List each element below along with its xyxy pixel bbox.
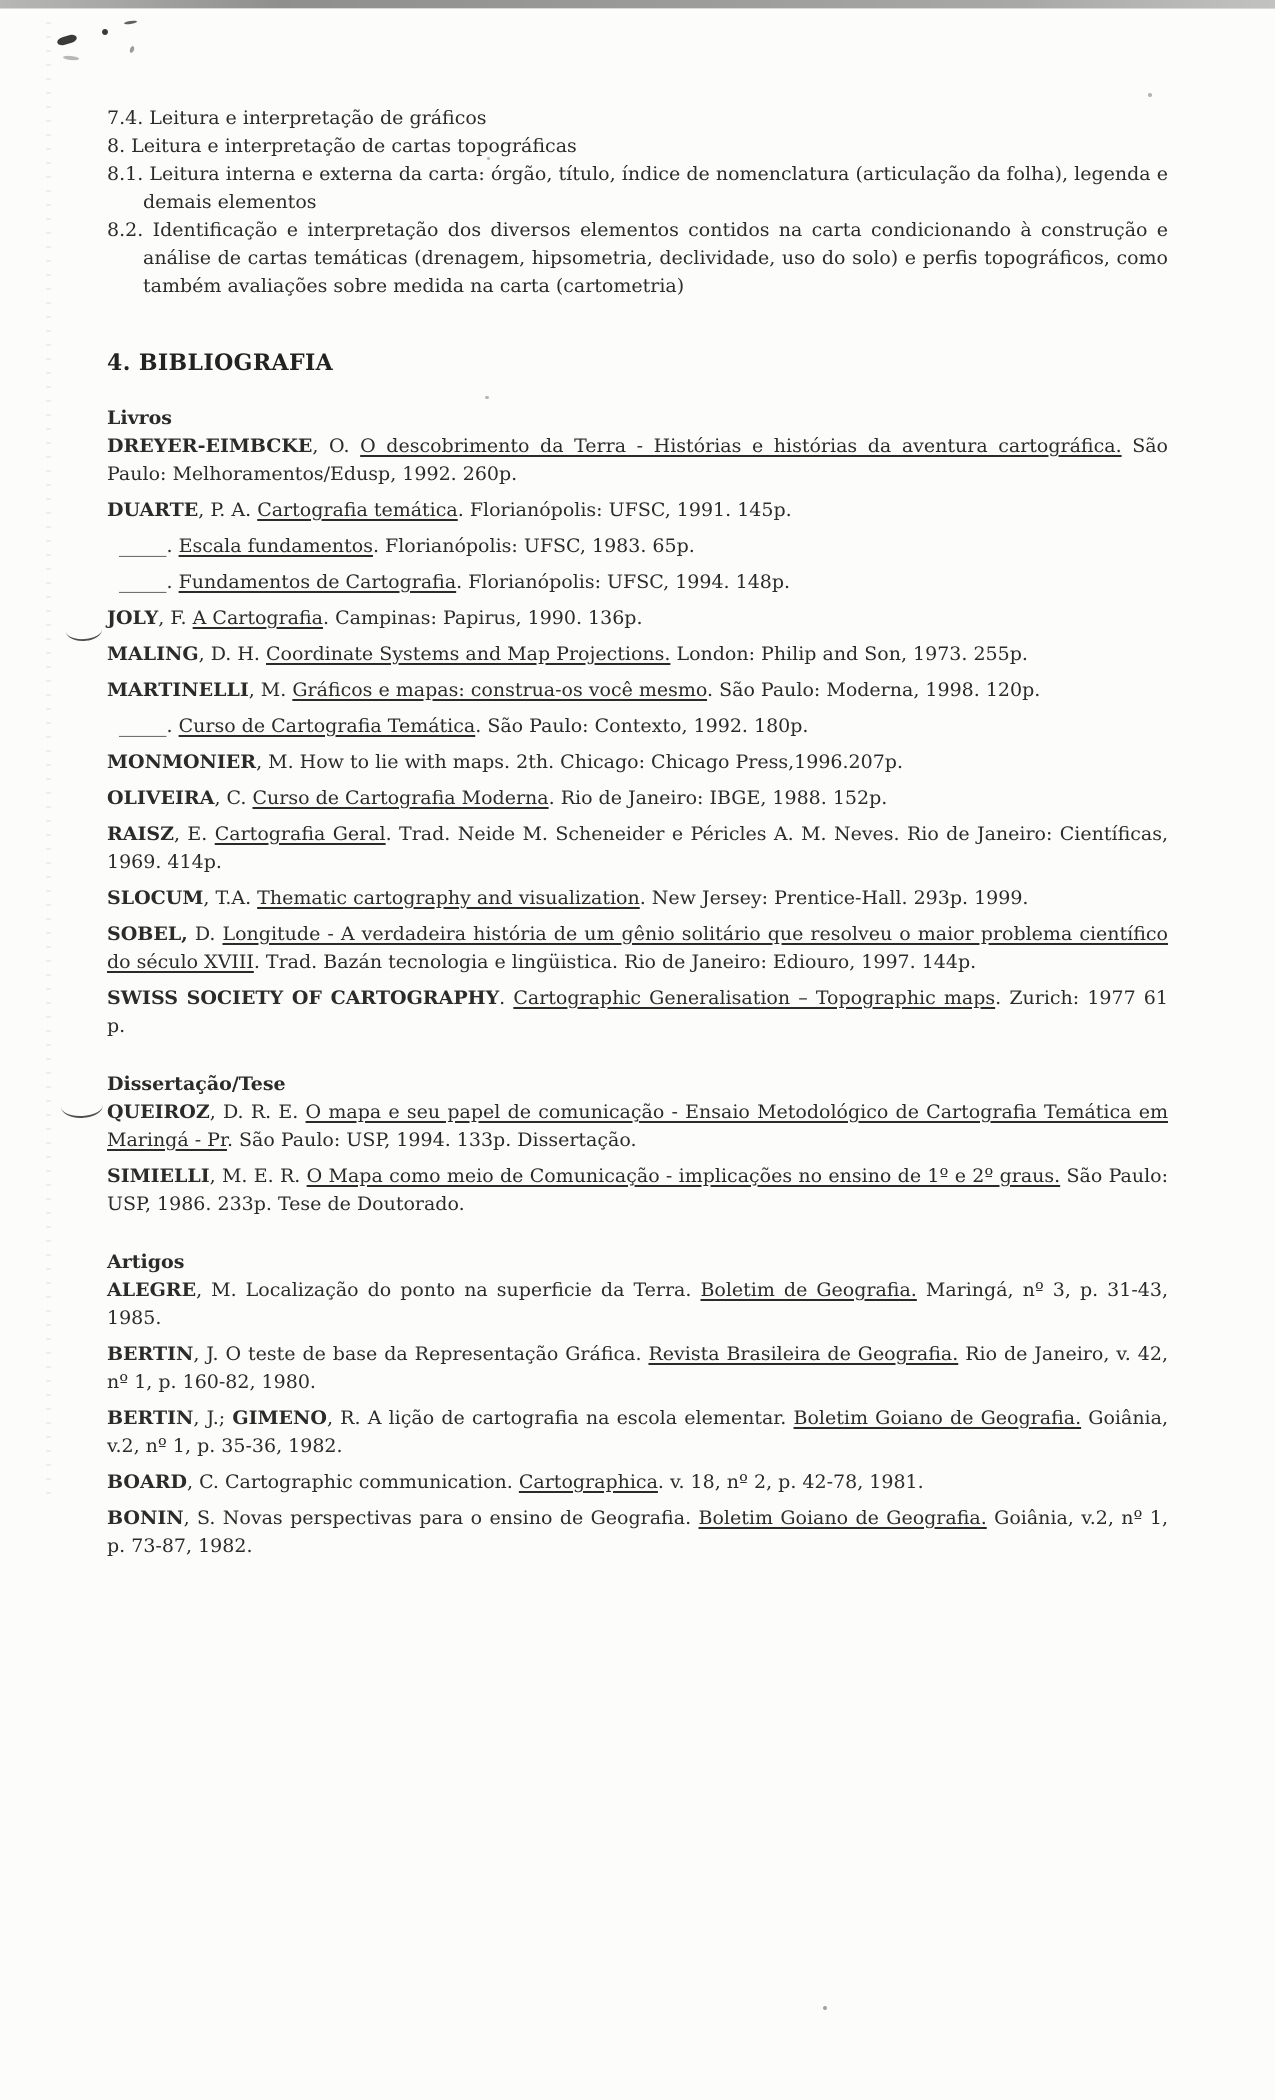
entry-author: OLIVEIRA <box>107 787 215 809</box>
section-title: Artigos <box>107 1251 185 1273</box>
entry-title: Curso de Cartografia Moderna <box>252 787 549 809</box>
entry-text: Goiânia, v.2, nº 1, p. 73-87, 1982. <box>107 1507 1168 1557</box>
entry-text: , M. How to lie with maps. 2th. Chicago: Chicago Press,1996.207p. <box>256 751 903 773</box>
bibliography-heading: 4. BIBLIOGRAFIA <box>107 350 334 376</box>
entry-author: MONMONIER <box>107 751 257 773</box>
entry-title: Cartographica <box>518 1471 658 1493</box>
entry-author: DUARTE <box>107 499 199 521</box>
bibliography-entry <box>107 640 1168 668</box>
entry-text: . <box>166 715 179 737</box>
entry-author: SIMIELLI <box>107 1165 210 1187</box>
bibliography-sections <box>107 404 1168 1560</box>
outline-item: 8. Leitura e interpretação de cartas topográficas <box>107 135 577 157</box>
entry-title: Revista Brasileira de Geografia. <box>648 1343 959 1365</box>
entry-title: O mapa e seu papel de comunicação - Ensaio Metodológico de Cartografia Temática em Maringá - Pr <box>107 1101 1168 1151</box>
entry-author: RAISZ <box>107 823 175 845</box>
section-title: Dissertação/Tese <box>107 1073 286 1095</box>
entry-title: A Cartografia <box>192 607 323 629</box>
outline-item: 7.4. Leitura e interpretação de gráficos <box>107 107 487 129</box>
bibliography-entry <box>107 784 1168 812</box>
entry-author: GIMENO <box>232 1407 327 1429</box>
entry-author: BOARD <box>107 1471 187 1493</box>
entry-text: São Paulo: USP, 1986. 233p. Tese de Doutorado. <box>107 1165 1168 1215</box>
entry-text: . Rio de Janeiro: IBGE, 1988. 152p. <box>548 787 888 809</box>
entry-text: Rio de Janeiro, v. 42, nº 1, p. 160-82, 1980. <box>107 1343 1168 1393</box>
bibliography-entry <box>119 712 1168 740</box>
entry-title: Coordinate Systems and Map Projections. <box>266 643 671 665</box>
scan-speck <box>823 2006 827 2010</box>
ink-smudge <box>124 20 137 25</box>
entry-text: . Trad. Neide M. Scheneider e Péricles A. M. Neves. Rio de Janeiro: Científicas, 1969. 414p. <box>107 823 1169 873</box>
entry-title: Boletim Goiano de Geografia. <box>698 1507 987 1529</box>
entry-text: . Florianópolis: UFSC, 1991. 145p. <box>457 499 792 521</box>
entry-title: Thematic cartography and visualization <box>257 887 640 909</box>
entry-text: , J.; <box>193 1407 233 1429</box>
bibliography-entry <box>107 1340 1168 1396</box>
entry-text: , M. <box>248 679 293 701</box>
bibliography-entry <box>107 1098 1168 1154</box>
ink-smudge <box>56 33 77 46</box>
outline-number: 7.4. <box>107 107 150 129</box>
entry-text: . <box>166 535 179 557</box>
ink-smudge <box>129 46 135 54</box>
entry-text: _____ <box>119 715 167 737</box>
entry-title: Fundamentos de Cartografia <box>178 571 457 593</box>
bibliography-entry <box>107 748 1168 776</box>
bibliography-entry <box>107 432 1168 488</box>
entry-text: , E. <box>174 823 215 845</box>
entry-title: Gráficos e mapas: construa-os você mesmo <box>292 679 708 701</box>
entry-text: , M. E. R. <box>209 1165 307 1187</box>
entry-author: SWISS SOCIETY OF CARTOGRAPHY <box>107 987 500 1009</box>
entry-author: SLOCUM <box>107 887 204 909</box>
entry-author: MALING <box>107 643 199 665</box>
entry-text: _____ <box>119 535 167 557</box>
entry-text: , C. Cartographic communication. <box>186 1471 519 1493</box>
bibliography-section <box>107 1070 1168 1218</box>
entry-text: São Paulo: Melhoramentos/Edusp, 1992. 260p. <box>107 435 1168 485</box>
entry-author: BONIN <box>107 1507 184 1529</box>
bibliography-entry <box>107 496 1168 524</box>
entry-title: Cartografia Geral <box>214 823 386 845</box>
bibliography-entry <box>107 820 1168 876</box>
entry-text: Goiânia, v.2, nº 1, p. 35-36, 1982. <box>107 1407 1168 1457</box>
entry-text: . São Paulo: Moderna, 1998. 120p. <box>707 679 1041 701</box>
entry-text: , S. Novas perspectivas para o ensino de Geografia. <box>183 1507 699 1529</box>
scanner-edge-artifact <box>0 0 1275 9</box>
entry-author: BERTIN <box>107 1407 194 1429</box>
entry-author: JOLY <box>107 607 159 629</box>
entry-title: Escala fundamentos <box>178 535 373 557</box>
entry-title: Boletim Goiano de Geografia. <box>793 1407 1082 1429</box>
entry-title: Cartografia temática <box>257 499 458 521</box>
entry-text: . Florianópolis: UFSC, 1994. 148p. <box>456 571 791 593</box>
entry-text: . Campinas: Papirus, 1990. 136p. <box>323 607 643 629</box>
entry-text: , M. Localização do ponto na superficie da Terra. <box>196 1279 701 1301</box>
bibliography-entry <box>119 568 1168 596</box>
entry-title: Cartographic Generalisation – Topographic maps <box>513 987 996 1009</box>
entry-text: , T.A. <box>203 887 258 909</box>
entry-title: O descobrimento da Terra - Histórias e histórias da aventura cartográfica. <box>360 435 1122 457</box>
entry-author: DREYER-EIMBCKE <box>107 435 313 457</box>
bibliography-entry <box>107 1162 1168 1218</box>
bibliography-entry <box>107 1504 1168 1560</box>
entry-text: . New Jersey: Prentice-Hall. 293p. 1999. <box>639 887 1029 909</box>
entry-text: . São Paulo: Contexto, 1992. 180p. <box>475 715 809 737</box>
entry-text: . Zurich: 1977 61 p. <box>107 987 1168 1037</box>
bibliography-entry <box>107 1468 1168 1496</box>
bibliography-entry <box>107 1276 1168 1332</box>
scan-noise <box>46 22 51 1502</box>
entry-text: London: Philip and Son, 1973. 255p. <box>670 643 1028 665</box>
entry-text: , F. <box>158 607 193 629</box>
entry-author: SOBEL, <box>107 923 188 945</box>
bibliography-entry <box>107 1404 1168 1460</box>
page-content <box>107 104 1168 1560</box>
entry-title: Curso de Cartografia Temática <box>178 715 476 737</box>
entry-text: , D. H. <box>198 643 266 665</box>
entry-text: , P. A. <box>198 499 258 521</box>
scan-speck <box>1148 93 1152 97</box>
entry-title: Longitude - A verdadeira história de um gênio solitário que resolveu o maior problema científico do século XVIII <box>107 923 1168 973</box>
entry-text: . Trad. Bazán tecnologia e lingüistica. Rio de Janeiro: Ediouro, 1997. 144p. <box>253 951 977 973</box>
pen-mark <box>65 619 102 642</box>
entry-text: , C. <box>214 787 253 809</box>
bibliography-entry <box>107 984 1168 1040</box>
bibliography-entry <box>107 920 1168 976</box>
outline-number: 8.2. <box>107 219 153 241</box>
bibliography-entry <box>107 676 1168 704</box>
ink-smudge <box>63 55 79 61</box>
entry-text: . <box>499 987 514 1009</box>
outline-item: 8.2. Identificação e interpretação dos diversos elementos contidos na carta condicionando à construção e análise de cartas temáticas (drenagem, hipsometria, declividade, uso do solo) e perfis topográficos, como também avaliações sobre medida na carta (cartometria) <box>107 219 1168 297</box>
entry-author: BERTIN <box>107 1343 194 1365</box>
bibliography-section <box>107 404 1168 1040</box>
entry-text: _____ <box>119 571 167 593</box>
ink-smudge <box>102 29 108 35</box>
entry-text: , J. O teste de base da Representação Gráfica. <box>193 1343 649 1365</box>
bibliography-entry <box>119 532 1168 560</box>
outline-number: 8.1. <box>107 163 150 185</box>
outline-number: 8. <box>107 135 132 157</box>
bibliography-entry <box>107 604 1168 632</box>
entry-text: . Florianópolis: UFSC, 1983. 65p. <box>372 535 695 557</box>
entry-text: . <box>166 571 179 593</box>
entry-text: D. <box>187 923 223 945</box>
pen-mark <box>60 1093 103 1119</box>
entry-title: O Mapa como meio de Comunicação - implicações no ensino de 1º e 2º graus. <box>306 1165 1061 1187</box>
entry-text: , R. A lição de cartografia na escola elementar. <box>326 1407 794 1429</box>
entry-text: Maringá, nº 3, p. 31-43, 1985. <box>107 1279 1168 1329</box>
entry-author: QUEIROZ <box>107 1101 210 1123</box>
section-title: Livros <box>107 407 172 429</box>
entry-text: . v. 18, nº 2, p. 42-78, 1981. <box>657 1471 924 1493</box>
entry-text: , D. R. E. <box>209 1101 306 1123</box>
bibliography-entry <box>107 884 1168 912</box>
entry-author: MARTINELLI <box>107 679 249 701</box>
entry-title: Boletim de Geografia. <box>700 1279 917 1301</box>
outline-item: 8.1. Leitura interna e externa da carta: órgão, título, índice de nomenclatura (articulação da folha), legenda e demais elementos <box>107 163 1168 213</box>
entry-author: ALEGRE <box>107 1279 197 1301</box>
outline-list <box>107 104 1168 300</box>
entry-text: . São Paulo: USP, 1994. 133p. Dissertação. <box>226 1129 637 1151</box>
entry-text: , O. <box>312 435 361 457</box>
bibliography-section <box>107 1248 1168 1560</box>
